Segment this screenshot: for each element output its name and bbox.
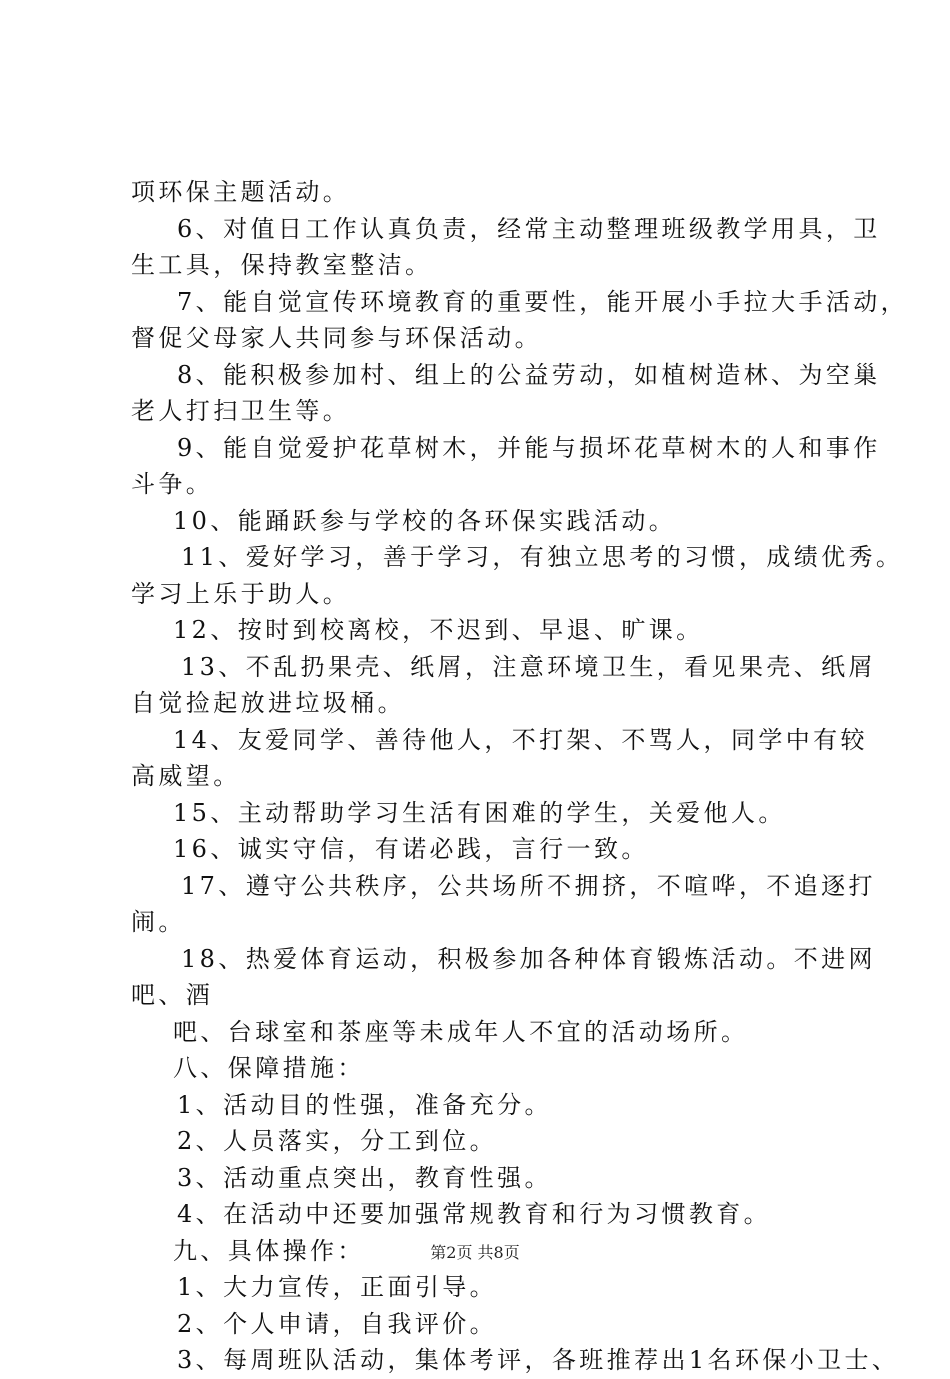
text-line: 7、能自觉宣传环境教育的重要性，能开展小手拉大手活动， bbox=[177, 287, 909, 316]
text-line: 1、活动目的性强，准备充分。 bbox=[177, 1090, 552, 1119]
text-line: 督促父母家人共同参与环保活动。 bbox=[131, 324, 542, 352]
text-line: 4、在活动中还要加强常规教育和行为习惯教育。 bbox=[177, 1200, 772, 1228]
document-body bbox=[131, 174, 909, 1379]
text-line: 11、爱好学习，善于学习，有独立思考的习惯，成绩优秀。 bbox=[181, 543, 904, 571]
text-line: 闹。 bbox=[131, 908, 186, 936]
text-line: 10、能踊跃参与学校的各环保实践活动。 bbox=[173, 506, 677, 535]
text-line: 2、人员落实，分工到位。 bbox=[177, 1127, 498, 1155]
text-line: 斗争。 bbox=[131, 470, 214, 498]
text-line: 12、按时到校离校，不迟到、早退、旷课。 bbox=[173, 616, 704, 644]
text-line: 吧、酒 bbox=[131, 981, 214, 1009]
text-line: 学习上乐于助人。 bbox=[131, 579, 351, 608]
text-line: 高威望。 bbox=[131, 762, 241, 790]
text-line: 8、能积极参加村、组上的公益劳动，如植树造林、为空巢 bbox=[177, 360, 881, 389]
text-line: 16、诚实守信，有诺必践，言行一致。 bbox=[173, 835, 649, 863]
section-heading: 九、具体操作： bbox=[173, 1236, 365, 1265]
text-line: 6、对值日工作认真负责，经常主动整理班级教学用具，卫 bbox=[177, 214, 881, 243]
text-line: 14、友爱同学、善待他人，不打架、不骂人，同学中有较 bbox=[173, 725, 868, 754]
page-number-footer: 第2页 共8页 bbox=[430, 1243, 520, 1262]
text-line: 生工具，保持教室整洁。 bbox=[131, 251, 433, 279]
text-line: 1、大力宣传，正面引导。 bbox=[177, 1273, 498, 1301]
text-line: 吧、台球室和茶座等未成年人不宜的活动场所。 bbox=[173, 1017, 749, 1046]
text-line: 老人打扫卫生等。 bbox=[131, 397, 351, 425]
text-line: 18、热爱体育运动，积极参加各种体育锻炼活动。不进网 bbox=[181, 944, 876, 973]
text-line: 13、不乱扔果壳、纸屑，注意环境卫生，看见果壳、纸屑 bbox=[181, 652, 876, 681]
text-line: 17、遵守公共秩序，公共场所不拥挤，不喧哗，不追逐打 bbox=[181, 871, 876, 900]
section-heading: 八、保障措施： bbox=[173, 1054, 365, 1082]
text-line: 项环保主题活动。 bbox=[131, 178, 351, 206]
text-line: 3、活动重点突出，教育性强。 bbox=[177, 1163, 552, 1192]
text-line: 2、个人申请，自我评价。 bbox=[177, 1309, 498, 1338]
text-line: 3、每周班队活动，集体考评，各班推荐出1名环保小卫士、 bbox=[177, 1346, 900, 1374]
text-line: 自觉捡起放进垃圾桶。 bbox=[131, 689, 405, 717]
text-line: 9、能自觉爱护花草树木，并能与损坏花草树木的人和事作 bbox=[177, 433, 881, 462]
text-line: 15、主动帮助学习生活有困难的学生，关爱他人。 bbox=[173, 798, 786, 827]
